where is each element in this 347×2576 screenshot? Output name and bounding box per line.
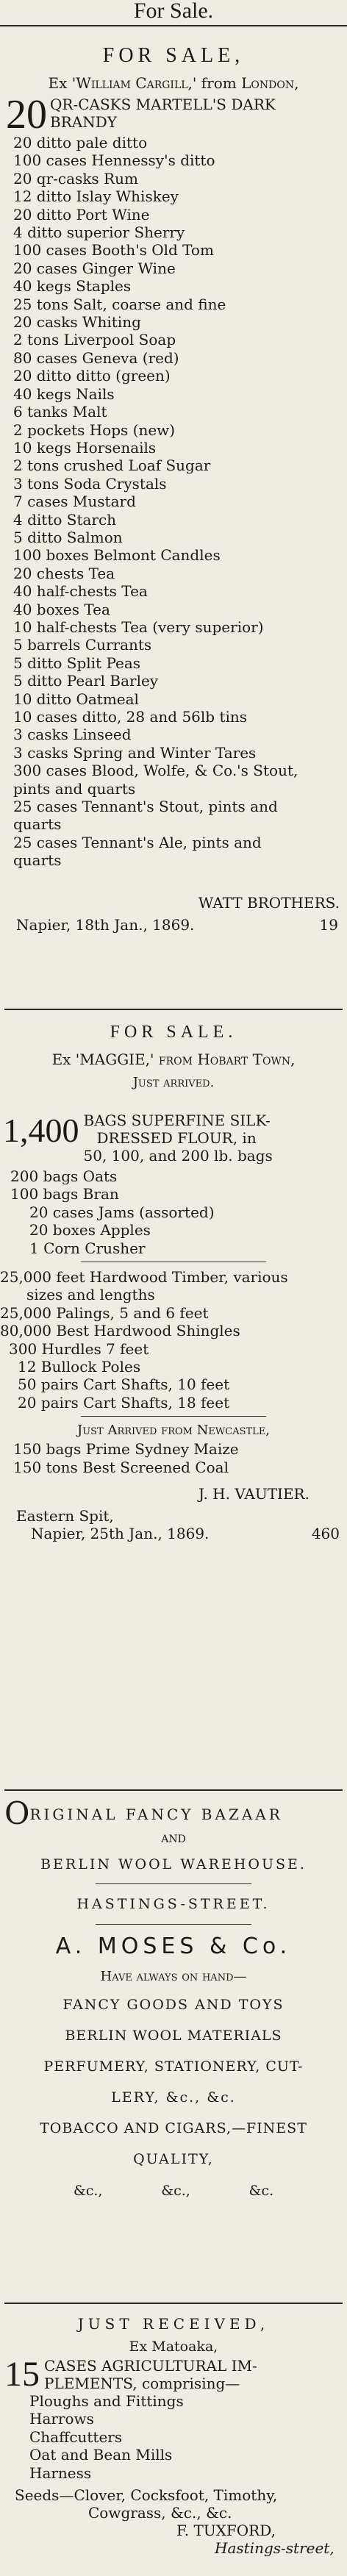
- advert-4-advertiser: F. TUXFORD,: [176, 2522, 276, 2540]
- list-item: 3 casks Linseed: [13, 726, 132, 744]
- advert-1-subtitle: [0, 71, 347, 96]
- advert-1-subtitle-pre: Ex ': [48, 74, 76, 92]
- advert-3-etc: &c.: [248, 2183, 274, 2199]
- divider: [96, 1883, 251, 1884]
- advert-2-advertiser: J. H. VAUTIER.: [198, 1485, 310, 1503]
- list-item: 25 cases Tennant's Ale, pints and: [13, 833, 262, 851]
- list-item: 20 ditto Port Wine: [13, 205, 150, 223]
- list-item: 80 cases Geneva (red): [13, 348, 179, 367]
- list-item: 150 tons Best Screened Coal: [13, 1458, 229, 1476]
- list-item: quarts: [13, 815, 62, 834]
- list-item: 20 cases Ginger Wine: [13, 259, 176, 277]
- advert-3-etc-row: [0, 2175, 347, 2207]
- list-item: 100 cases Booth's Old Tom: [13, 241, 214, 260]
- list-item: 20 qr-casks Rum: [13, 169, 138, 187]
- list-item: 40 kegs Nails: [13, 384, 115, 403]
- advert-3-line: PERFUMERY, STATIONERY, CUT-: [43, 2058, 304, 2075]
- advert-1-signature: [0, 891, 347, 912]
- divider: [4, 2303, 343, 2304]
- list-item: 100 bags Bran: [10, 1185, 119, 1203]
- list-item: 100 cases Hennessy's ditto: [13, 151, 215, 170]
- advert-3-line: QUALITY,: [133, 2151, 214, 2167]
- list-item: Ploughs and Fittings: [29, 2392, 184, 2410]
- advert-2-date: Napier, 25th Jan., 1869.: [31, 1525, 210, 1543]
- list-item: 5 ditto Salmon: [13, 528, 123, 546]
- advert-watt-brothers: [0, 41, 347, 934]
- advert-3-line: BERLIN WOOL MATERIALS: [65, 2028, 282, 2044]
- list-item: 25 cases Tennant's Stout, pints and: [13, 798, 278, 816]
- list-item: 20 casks Whiting: [13, 313, 141, 332]
- divider: [81, 1416, 266, 1417]
- advert-1-lead: [0, 92, 347, 137]
- list-item: 25 tons Salt, coarse and fine: [13, 295, 226, 313]
- advert-3-and: AND: [161, 1833, 186, 1845]
- list-item: 3 casks Spring and Winter Tares: [13, 743, 257, 762]
- list-item: 5 barrels Currants: [13, 636, 152, 654]
- advert-2-arrival-note: Just arrived.: [132, 1075, 215, 1090]
- advert-3-company: A. MOSES & Co.: [55, 1933, 292, 1959]
- advert-1-footer: [0, 912, 347, 934]
- advert-2-lead-line-3: 50, 100, and 200 lb. bags: [83, 1147, 273, 1164]
- divider: [96, 1924, 251, 1925]
- advert-1-subtitle-mid: ' from: [192, 74, 242, 92]
- advert-4-seeds-line-1: Seeds—Clover, Cocksfoot, Timothy,: [15, 2486, 278, 2505]
- list-item: 3 tons Soda Crystals: [13, 474, 167, 493]
- list-item: 5 ditto Split Peas: [13, 654, 141, 672]
- advert-1-advertiser: WATT BROTHERS.: [198, 894, 340, 912]
- list-item: 12 ditto Islay Whiskey: [13, 187, 179, 206]
- advert-3-initial: O: [4, 1795, 30, 1831]
- advert-2-subtitle-pre: Ex 'MAGGIE,': [51, 1051, 159, 1068]
- advert-2-lead: [0, 1112, 347, 1164]
- list-item: 150 bags Prime Sydney Maize: [13, 1440, 239, 1459]
- advert-1-lead-line-1: QR-CASKS MARTELL'S DARK: [50, 96, 276, 113]
- advert-3-tagline: Have always on hand—: [100, 1969, 247, 1984]
- advert-2-lead-number: 1,400: [3, 1112, 79, 1149]
- advert-1-ref-number: 19: [319, 916, 338, 934]
- advert-2-ref-number: 460: [311, 1525, 340, 1543]
- divider: [4, 1009, 343, 1010]
- list-item: 20 pairs Cart Shafts, 18 feet: [18, 1393, 230, 1412]
- list-item: 25,000 Palings, 5 and 6 feet: [0, 1303, 209, 1322]
- advert-1-origin: London,: [241, 74, 299, 92]
- list-item: 50 pairs Cart Shafts, 10 feet: [18, 1375, 230, 1394]
- advert-4-lead-number: 15: [4, 2355, 40, 2394]
- advert-2-item-list-1: [0, 1167, 347, 1257]
- list-item: 10 half-chests Tea (very superior): [13, 618, 264, 636]
- advert-3-heading-1: [0, 1795, 347, 1831]
- advert-4-ship: Ex Matoaka,: [129, 2339, 218, 2355]
- list-item: 1 Corn Crusher: [29, 1239, 146, 1257]
- list-item: 2 pockets Hops (new): [13, 421, 176, 439]
- advert-3-street: HASTINGS-STREET.: [76, 1896, 271, 1912]
- divider: [4, 1789, 343, 1791]
- list-item: 5 ditto Pearl Barley: [13, 672, 159, 690]
- list-item: quarts: [13, 851, 62, 870]
- advert-1-title: FOR SALE,: [102, 44, 245, 67]
- list-item: 300 cases Blood, Wolfe, & Co.'s Stout,: [13, 762, 298, 780]
- column-header-title: For Sale.: [133, 0, 214, 23]
- list-item: 4 ditto superior Sherry: [13, 223, 185, 242]
- list-item: 20 cases Jams (assorted): [29, 1203, 215, 1221]
- advert-4-lead: [0, 2357, 347, 2392]
- list-item: sizes and lengths: [26, 1286, 155, 1304]
- list-item: 20 ditto ditto (green): [13, 367, 171, 385]
- list-item: 10 kegs Horsenails: [13, 438, 157, 457]
- advert-4-street: Hastings-street,: [215, 2539, 335, 2558]
- advert-vautier: [0, 1017, 347, 1542]
- list-item: 2 tons Liverpool Soap: [13, 331, 176, 349]
- advert-2-origin: from Hobart Town,: [158, 1051, 296, 1068]
- list-item: 20 chests Tea: [13, 564, 115, 582]
- list-item: Harrows: [29, 2410, 94, 2428]
- advert-tuxford: [0, 2311, 347, 2557]
- advert-4-item-list: [0, 2392, 347, 2482]
- advert-3-etc: &c.,: [73, 2183, 103, 2199]
- list-item: 10 ditto Oatmeal: [13, 690, 139, 708]
- list-item: 40 half-chests Tea: [13, 582, 148, 601]
- list-item: 12 Bullock Poles: [18, 1358, 141, 1376]
- advert-2-title: FOR SALE.: [110, 1023, 237, 1042]
- list-item: 80,000 Best Hardwood Shingles: [0, 1322, 240, 1340]
- advert-2-item-list-2: [0, 1268, 347, 1412]
- advert-4-lead-line-2: PLEMENTS, comprising—: [44, 2375, 240, 2392]
- advert-4-title: JUST RECEIVED,: [77, 2315, 270, 2333]
- list-item: Oat and Bean Mills: [29, 2446, 173, 2464]
- list-item: 40 kegs Staples: [13, 277, 132, 296]
- list-item: 10 cases ditto, 28 and 56lb tins: [13, 708, 248, 726]
- advert-1-ship-name: William Cargill,: [76, 74, 193, 92]
- advert-3-line: FANCY GOODS AND TOYS: [62, 1997, 285, 2013]
- advert-1-date: Napier, 18th Jan., 1869.: [16, 916, 195, 934]
- advert-2-newcastle-note: Just Arrived from Newcastle,: [76, 1423, 271, 1439]
- advert-2-lead-line-2: DRESSED FLOUR, in: [96, 1129, 257, 1147]
- list-item: 25,000 feet Hardwood Timber, various: [0, 1268, 288, 1287]
- list-item: 20 boxes Apples: [29, 1221, 151, 1239]
- advert-1-lead-number: 20: [6, 92, 47, 137]
- list-item: Chaffcutters: [29, 2427, 123, 2446]
- advert-2-footer: [0, 1525, 347, 1542]
- list-item: 100 boxes Belmont Candles: [13, 546, 221, 565]
- advert-2-subtitle: [0, 1047, 347, 1072]
- advert-2-lead-line-1: BAGS SUPERFINE SILK-: [83, 1112, 271, 1129]
- advert-3-line: TOBACCO AND CIGARS,—FINEST: [40, 2120, 307, 2136]
- list-item: Harness: [29, 2464, 92, 2482]
- list-item: 300 Hurdles 7 feet: [9, 1339, 149, 1358]
- list-item: pints and quarts: [13, 779, 136, 798]
- advert-moses: [0, 1795, 347, 2207]
- list-item: 40 boxes Tea: [13, 600, 110, 618]
- list-item: 20 ditto pale ditto: [13, 134, 148, 151]
- list-item: 6 tanks Malt: [13, 403, 107, 421]
- advert-1-lead-line-2: BRANDY: [50, 113, 117, 131]
- list-item: 200 bags Oats: [10, 1167, 118, 1185]
- advert-1-item-list: [0, 134, 347, 891]
- advert-3-heading-2: BERLIN WOOL WAREHOUSE.: [40, 1856, 307, 1872]
- advert-4-lead-line-1: CASES AGRICULTURAL IM-: [44, 2357, 257, 2375]
- advert-3-line: LERY, &c., &c.: [111, 2089, 236, 2105]
- advert-3-etc: &c.,: [161, 2183, 190, 2199]
- advert-3-heading-1-rest: RIGINAL FANCY BAZAAR: [29, 1806, 283, 1823]
- list-item: 7 cases Mustard: [13, 493, 136, 511]
- advert-2-location: Eastern Spit,: [16, 1507, 114, 1525]
- advert-4-seeds-line-2: Cowgrass, &c., &c.: [88, 2504, 232, 2522]
- column-header: [0, 0, 347, 26]
- list-item: 2 tons crushed Loaf Sugar: [13, 457, 211, 475]
- list-item: 4 ditto Starch: [13, 510, 117, 529]
